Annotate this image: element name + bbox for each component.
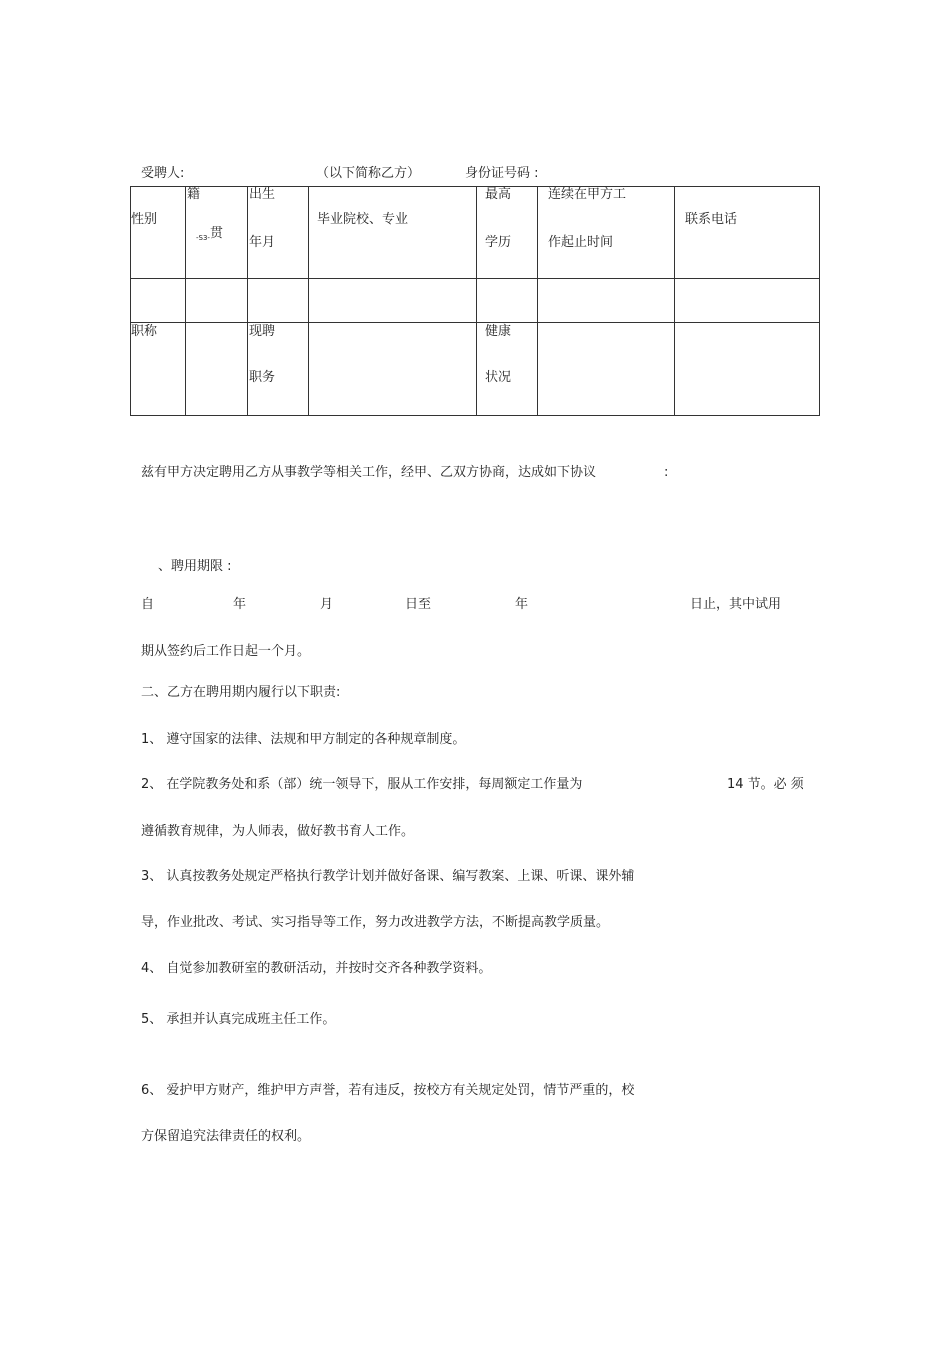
empty-cell — [186, 323, 248, 416]
section1-heading: 、聘用期限 : — [158, 559, 232, 574]
native-bottom-label: 贯 — [210, 226, 224, 241]
intro-text: 兹有甲方决定聘用乙方从事教学等相关工作，经甲、乙双方协商，达成如下协议 — [141, 465, 597, 480]
gender-label: 性别 — [131, 212, 158, 227]
tenure-top-label: 连续在甲方工 — [548, 187, 627, 202]
empty-cell — [538, 323, 675, 416]
health-bottom-label: 状况 — [485, 370, 512, 385]
duty-item-1: 1、 遵守国家的法律、法规和甲方制定的各种规章制度。 — [141, 732, 466, 747]
duty-item-6b: 方保留追究法律责任的权利。 — [141, 1129, 311, 1144]
position-header — [248, 323, 309, 416]
term-day-to: 日至 — [405, 597, 432, 612]
edu-bottom-label: 学历 — [485, 235, 512, 250]
phone-label: 联系电话 — [685, 212, 738, 227]
title-header — [131, 323, 186, 416]
term-month1: 月 — [320, 597, 334, 612]
intro-colon: : — [664, 465, 669, 480]
duty-item-2b: 14 节。必 须 — [727, 777, 804, 792]
duty-item-2c: 遵循教育规律，为人师表，做好教书育人工作。 — [141, 824, 415, 839]
table-empty-row — [131, 279, 820, 323]
duty-item-3a: 3、 认真按教务处规定严格执行教学计划并做好备课、编写教案、上课、听课、课外辅 — [141, 869, 635, 884]
term-year1: 年 — [233, 597, 247, 612]
duty-item-2a: 2、 在学院教务处和系（部）统一领导下，服从工作安排，每周额定工作量为 — [141, 777, 583, 792]
position-bottom-label: 职务 — [249, 370, 276, 385]
table-header-row — [131, 187, 820, 279]
empty-cell — [675, 323, 820, 416]
term-end: 日止，其中试用 — [690, 597, 782, 612]
duty-item-3b: 导，作业批改、考试、实习指导等工作，努力改进教学方法，不断提高教学质量。 — [141, 915, 610, 930]
section2-heading: 二、乙方在聘用期内履行以下职责: — [141, 685, 341, 700]
empty-cell — [131, 279, 186, 323]
id-number-label: 身份证号码 : — [465, 166, 539, 181]
health-header — [477, 323, 538, 416]
gender-header — [131, 187, 186, 279]
phone-header — [675, 187, 820, 279]
tenure-bottom-label: 作起止时间 — [548, 235, 614, 250]
term-from: 自 — [141, 597, 155, 612]
school-header — [309, 187, 477, 279]
table-title-row — [131, 323, 820, 416]
empty-cell — [309, 323, 477, 416]
empty-cell — [477, 279, 538, 323]
school-label: 毕业院校、专业 — [317, 212, 409, 227]
birth-header — [248, 187, 309, 279]
birth-bottom-label: 年月 — [249, 235, 276, 250]
education-header — [477, 187, 538, 279]
empty-cell — [538, 279, 675, 323]
tenure-header — [538, 187, 675, 279]
duty-item-6a: 6、 爱护甲方财产，维护甲方声誉，若有违反，按校方有关规定处罚，情节严重的，校 — [141, 1083, 635, 1098]
duty-item-5: 5、 承担并认真完成班主任工作。 — [141, 1012, 336, 1027]
edu-top-label: 最高 — [485, 187, 512, 202]
empty-cell — [309, 279, 477, 323]
birth-top-label: 出生 — [249, 187, 276, 202]
employee-label: 受聘人: — [141, 166, 185, 181]
empty-cell — [248, 279, 309, 323]
empty-cell — [186, 279, 248, 323]
employee-info-table — [130, 186, 820, 416]
position-top-label: 现聘 — [249, 324, 276, 339]
duty-item-4: 4、 自觉参加教研室的教研活动，并按时交齐各种教学资料。 — [141, 961, 492, 976]
term-year2: 年 — [515, 597, 529, 612]
abbrev-label: （以下简称乙方） — [316, 166, 421, 181]
native-place-header — [186, 187, 248, 279]
term-probation: 期从签约后工作日起一个月。 — [141, 644, 311, 659]
native-top-label: 籍 — [187, 187, 201, 202]
empty-cell — [675, 279, 820, 323]
health-top-label: 健康 — [485, 324, 512, 339]
native-mark: -S3- — [196, 234, 210, 242]
title-label: 职称 — [131, 324, 158, 339]
